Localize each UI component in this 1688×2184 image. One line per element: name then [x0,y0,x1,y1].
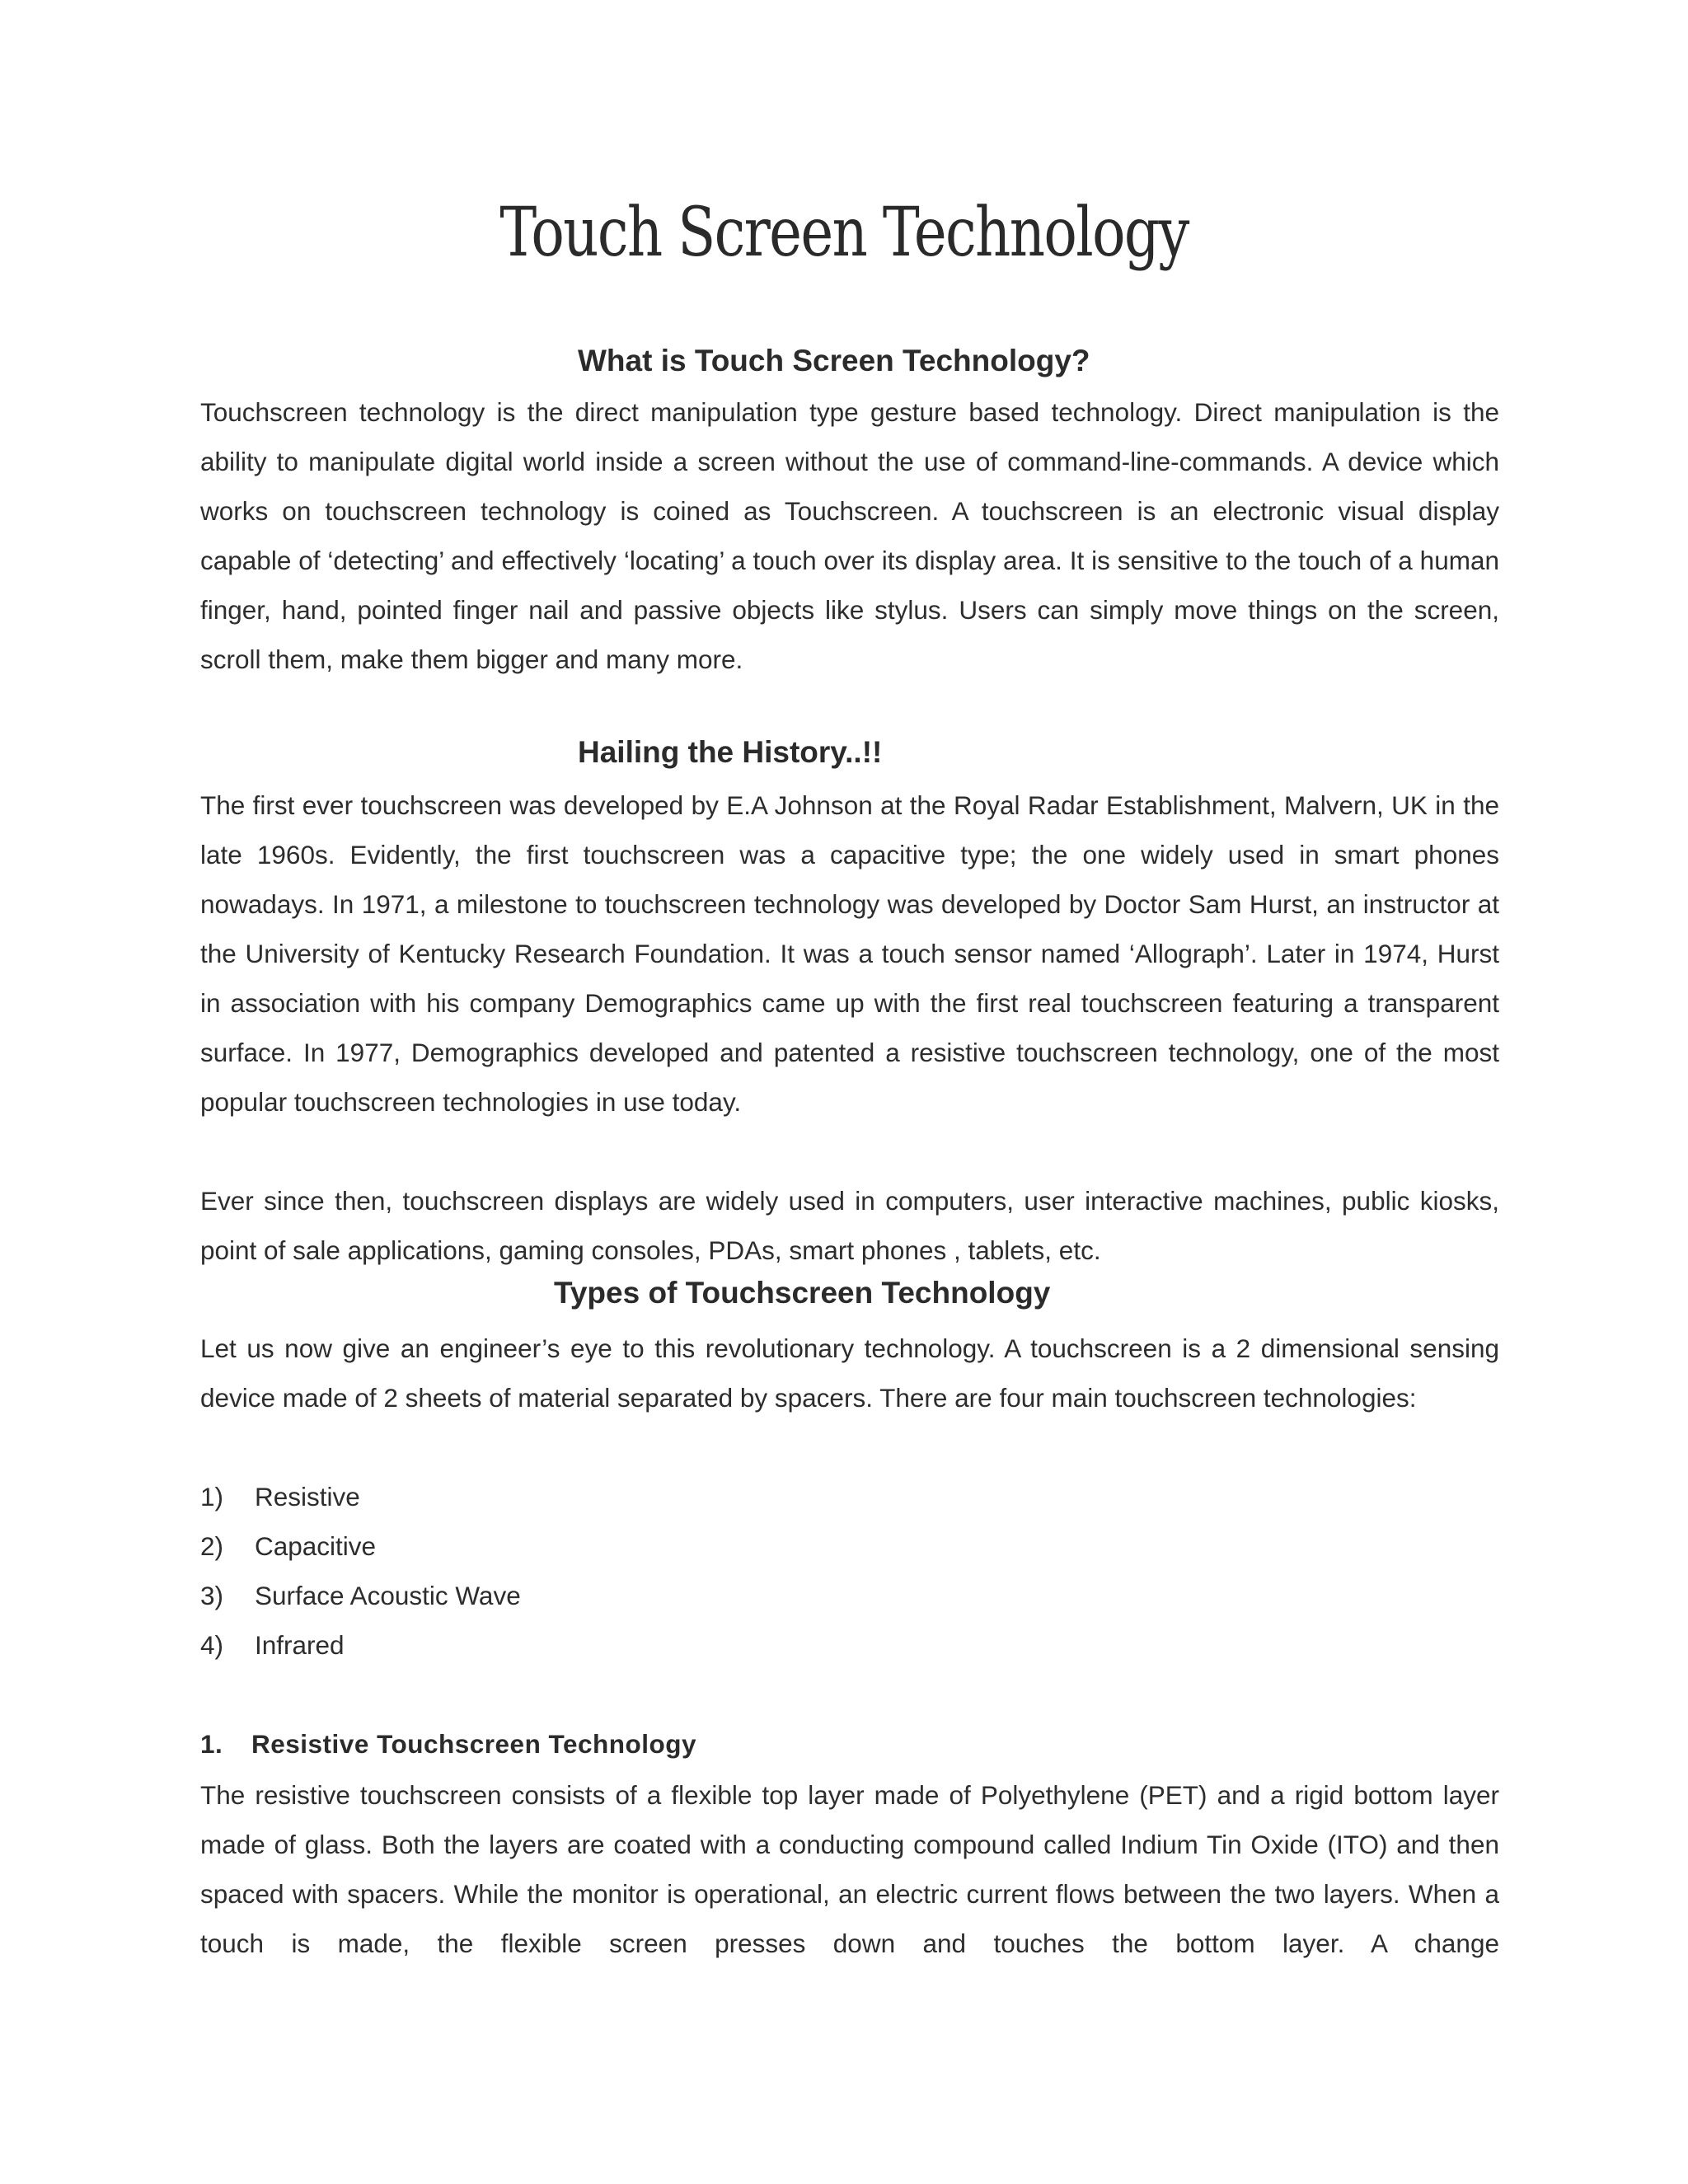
document-title: Touch Screen Technology [499,194,1189,272]
technology-list [200,1472,521,1670]
heading-types: Types of Touchscreen Technology [554,1276,1051,1310]
section-number: 1. [200,1729,223,1759]
paragraph-types: Let us now give an engineer’s eye to this revolutionary technology. A touchscreen is a 2 dimensional sensing device made of 2 sheets of material separated by spacers. There are four main touchscreen technologies: [200,1333,1499,1413]
list-item-label: Surface Acoustic Wave [255,1581,521,1610]
list-item-number: 1) [200,1482,224,1511]
list-item-label: Capacitive [255,1531,377,1561]
list-item [200,1620,521,1670]
list-item [200,1521,521,1571]
list-item-number: 4) [200,1630,224,1660]
list-item-label: Resistive [255,1482,360,1511]
paragraph-history-2: Ever since then, touchscreen displays are widely used in computers, user interactive machines, public kiosks, point of sale applications, gaming consoles, PDAs, smart phones , tablets, etc. [200,1186,1499,1265]
list-item-number: 3) [200,1581,224,1610]
section-heading-text: Resistive Touchscreen Technology [251,1729,696,1759]
paragraph-history-1: The first ever touchscreen was developed by E.A Johnson at the Royal Radar Establishment, Malvern, UK in the late 1960s. Evidently, the first touchscreen was a capacitive type; the one widely used in smart phones nowadays. In 1971, a milestone to touchscreen technology was developed by Doctor Sam Hurst, an instructor at the University of Kentucky Research Foundation. It was a touch sensor named ‘Allograph’. Later in 1974, Hurst in association with his company Demographics came up with the first real touchscreen featuring a transparent surface. In 1977, Demographics developed and patented a resistive touchscreen technology, one of the most popular touchscreen technologies in use today. [200,790,1499,1117]
list-item [200,1472,521,1521]
heading-resistive [200,1725,696,1763]
heading-what-is: What is Touch Screen Technology? [578,344,1090,377]
list-item-number: 2) [200,1531,224,1561]
list-item [200,1571,521,1620]
paragraph-what-is: Touchscreen technology is the direct manipulation type gesture based technology. Direct manipulation is the ability to manipulate digital world inside a screen without the use of command-line-commands. A device which works on touchscreen technology is coined as Touchscreen. A touchscreen is an electronic visual display capable of ‘detecting’ and effectively ‘locating’ a touch over its display area. It is sensitive to the touch of a human finger, hand, pointed finger nail and passive objects like stylus. Users can simply move things on the screen, scroll them, make them bigger and many more. [200,397,1499,674]
heading-history: Hailing the History..!! [578,735,883,769]
paragraph-resistive: The resistive touchscreen consists of a flexible top layer made of Polyethylene (PET) and a rigid bottom layer made of glass. Both the layers are coated with a conducting compound called Indium Tin Oxide (ITO) and then spaced with spacers. While the monitor is operational, an electric current flows between the two layers. When a touch is made, the flexible screen presses down and touches the bottom layer. A change [200,1780,1499,1958]
list-item-label: Infrared [255,1630,345,1660]
